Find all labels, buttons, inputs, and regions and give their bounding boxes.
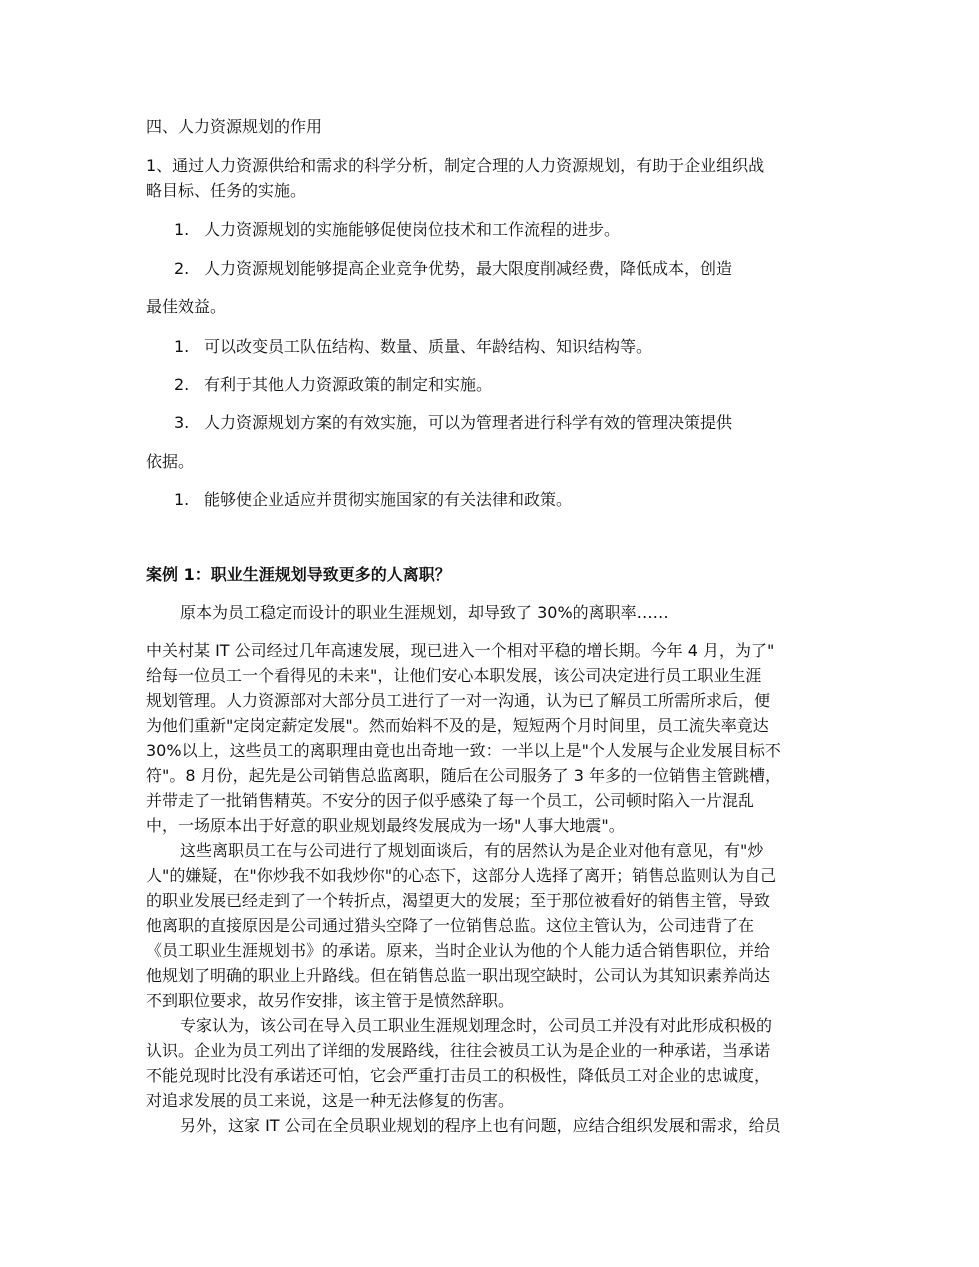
paragraph-line: 30%以上，这些员工的离职理由竟也出奇地一致：一半以上是"个人发展与企业发展目标不 <box>146 741 781 760</box>
paragraph-line: 不到职位要求，故另作安排，该主管于是愤然辞职。 <box>146 991 515 1010</box>
list-item-text: 人力资源规划的实施能够促使岗位技术和工作流程的进步。 <box>204 220 621 239</box>
paragraph-line: 符"。8 月份，起先是公司销售总监离职，随后在公司服务了 3 年多的一位销售主管跳槽， <box>146 766 781 785</box>
list-number: 1. <box>174 220 190 239</box>
list-number: 1. <box>174 337 190 356</box>
case-heading: 案例 1：职业生涯规划导致更多的人离职？ <box>146 565 451 584</box>
list-item-text: 有利于其他人力资源政策的制定和实施。 <box>204 375 493 394</box>
paragraph-line: 专家认为，该公司在导入员工职业生涯规划理念时，公司员工并没有对此形成积极的 <box>180 1016 773 1035</box>
list-continuation: 依据。 <box>146 452 195 471</box>
list-number: 3. <box>174 413 190 432</box>
paragraph-line: 不能兑现时比没有承诺还可怕，它会严重打击员工的积极性，降低员工对企业的忠诚度， <box>146 1066 771 1085</box>
paragraph-line: 略目标、任务的实施。 <box>146 181 307 200</box>
paragraph-line: 另外，这家 IT 公司在全员职业规划的程序上也有问题，应结合组织发展和需求，给员 <box>180 1116 781 1135</box>
paragraph-line: 1、通过人力资源供给和需求的科学分析，制定合理的人力资源规划，有助于企业组织战 <box>146 156 765 175</box>
paragraph-line: 中关村某 IT 公司经过几年高速发展，现已进入一个相对平稳的增长期。今年 4 月，为了" <box>146 641 775 660</box>
paragraph-line: 人"的嫌疑，在"你炒我不如我炒你"的心态下，这部分人选择了离开；销售总监则认为自己 <box>146 866 777 885</box>
list-number: 1. <box>174 490 190 509</box>
case-intro: 原本为员工稳定而设计的职业生涯规划，却导致了 30%的离职率…… <box>180 603 669 622</box>
section-title: 四、人力资源规划的作用 <box>146 117 323 136</box>
paragraph-line: 这些离职员工在与公司进行了规划面谈后，有的居然认为是企业对他有意见，有"炒 <box>180 841 764 860</box>
paragraph-line: 《员工职业生涯规划书》的承诺。原来，当时企业认为他的个人能力适合销售职位，并给 <box>146 941 771 960</box>
list-item-text: 人力资源规划方案的有效实施，可以为管理者进行科学有效的管理决策提供 <box>204 413 733 432</box>
list-item-text: 能够使企业适应并贯彻实施国家的有关法律和政策。 <box>204 490 573 509</box>
list-number: 2. <box>174 375 190 394</box>
list-number: 2. <box>174 259 190 278</box>
paragraph-line: 认识。企业为员工列出了详细的发展路线，往往会被员工认为是企业的一种承诺，当承诺 <box>146 1041 771 1060</box>
list-item-text: 人力资源规划能够提高企业竞争优势，最大限度削减经费，降低成本，创造 <box>204 259 733 278</box>
paragraph-line: 为他们重新"定岗定薪定发展"。然而始料不及的是，短短两个月时间里，员工流失率竟达 <box>146 716 769 735</box>
paragraph-line: 的职业发展已经走到了一个转折点，渴望更大的发展；至于那位被看好的销售主管，导致 <box>146 891 771 910</box>
paragraph-line: 他规划了明确的职业上升路线。但在销售总监一职出现空缺时，公司认为其知识素养尚达 <box>146 966 771 985</box>
list-item-text: 可以改变员工队伍结构、数量、质量、年龄结构、知识结构等。 <box>204 337 653 356</box>
paragraph-line: 给每一位员工一个看得见的未来"，让他们安心本职发展，该公司决定进行员工职业生涯 <box>146 666 762 685</box>
list-continuation: 最佳效益。 <box>146 297 227 316</box>
paragraph-line: 中，一场原本出于好意的职业规划最终发展成为一场"人事大地震"。 <box>146 816 625 835</box>
paragraph-line: 对追求发展的员工来说，这是一种无法修复的伤害。 <box>146 1091 515 1110</box>
paragraph-line: 规划管理。人力资源部对大部分员工进行了一对一沟通，认为已了解员工所需所求后，便 <box>146 691 771 710</box>
paragraph-line: 并带走了一批销售精英。不安分的因子似乎感染了每一个员工，公司顿时陷入一片混乱 <box>146 791 755 810</box>
paragraph-line: 他离职的直接原因是公司通过猎头空降了一位销售总监。这位主管认为，公司违背了在 <box>146 916 755 935</box>
